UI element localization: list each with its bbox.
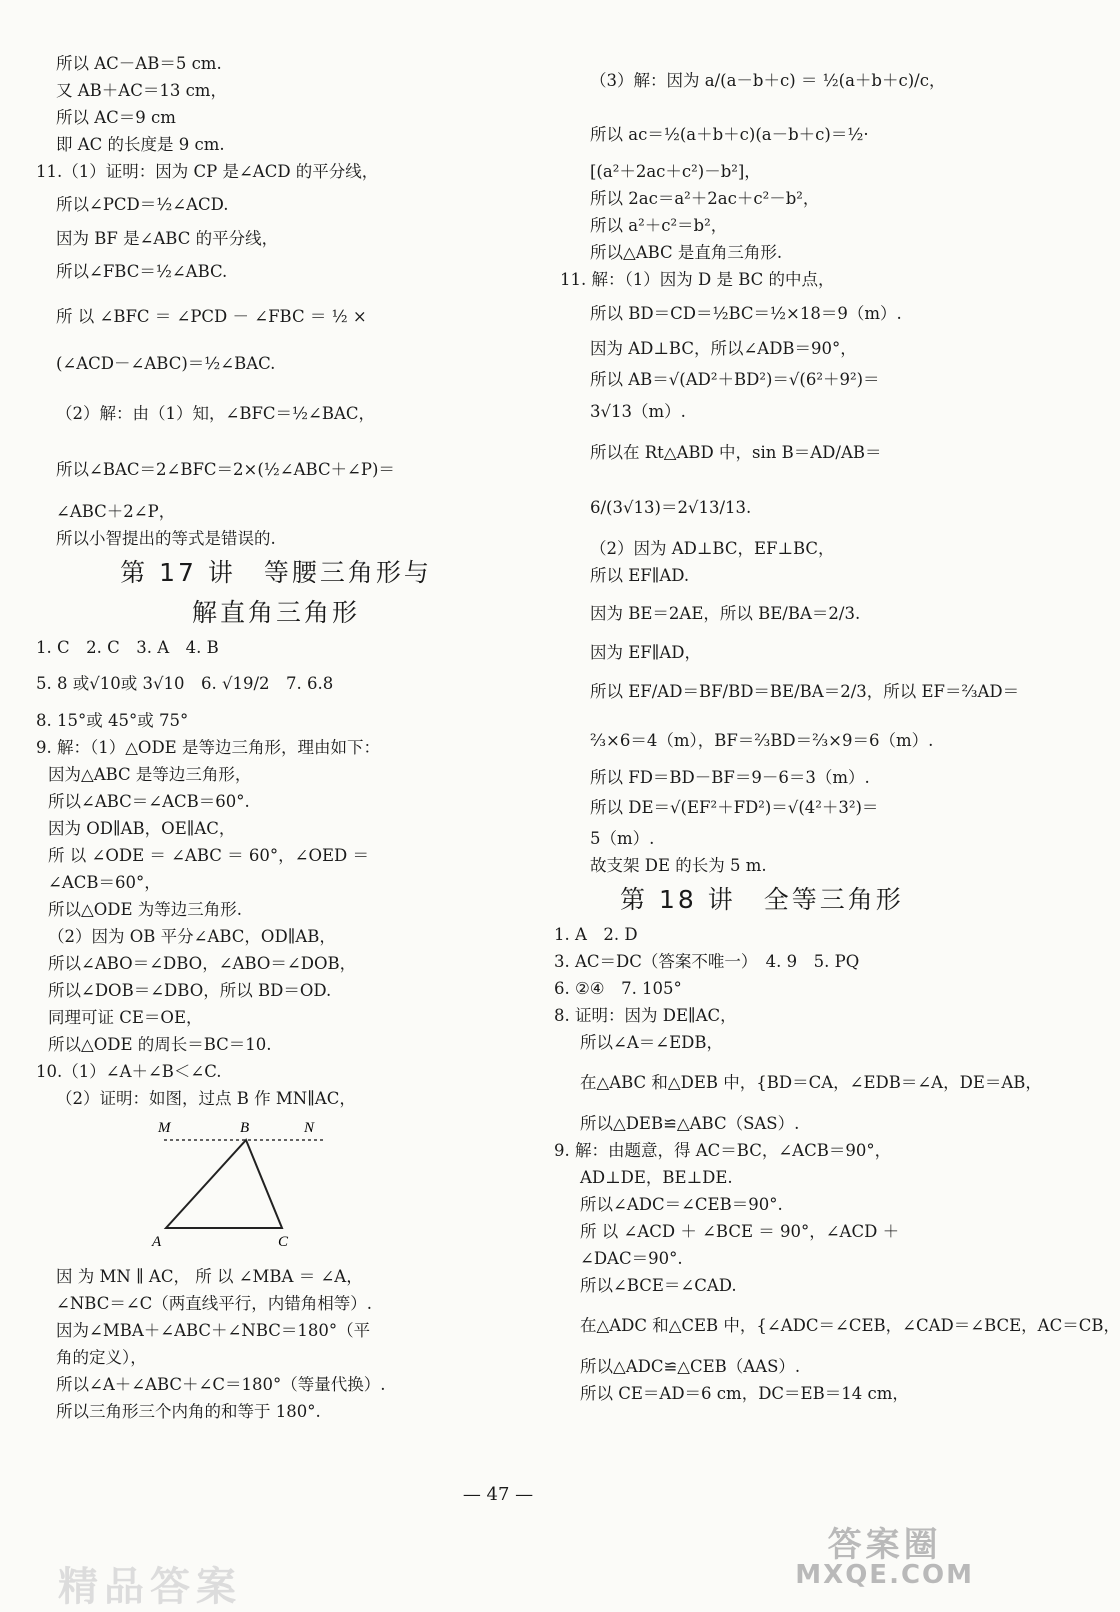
- text-line: ⅔×6＝4（m），BF＝⅔BD＝⅔×9＝6（m）.: [590, 731, 934, 750]
- text-line: 8. 15°或 45°或 75°: [36, 711, 189, 730]
- text-line: 因为 OD∥AB，OE∥AC，: [48, 819, 236, 838]
- text-line: AD⊥DE，BE⊥DE.: [580, 1168, 733, 1187]
- text-line: 所以∠A＋∠ABC＋∠C＝180°（等量代换）.: [56, 1375, 386, 1394]
- text-line: ∠DAC＝90°.: [580, 1249, 683, 1268]
- text-line: 因为∠MBA＋∠ABC＋∠NBC＝180°（平: [56, 1321, 371, 1340]
- text-line: 所以 2ac＝a²＋2ac＋c²－b²，: [590, 189, 820, 208]
- watermark-logo: 精品答案: [58, 1564, 242, 1610]
- text-line: 所以 a²＋c²＝b²，: [590, 216, 728, 235]
- text-line: 所以△ABC 是直角三角形.: [590, 243, 783, 262]
- text-line: 9. 解：由题意，得 AC＝BC，∠ACB＝90°，: [554, 1141, 892, 1160]
- right-column: [554, 50, 1120, 1407]
- text-line: 所以∠BCE＝∠CAD.: [580, 1276, 737, 1295]
- text-line: 故支架 DE 的长为 5 m.: [590, 856, 767, 875]
- text-line: 所以 EF/AD＝BF/BD＝BE/BA＝2/3，所以 EF＝⅔AD＝: [590, 682, 1020, 701]
- text-line: 角的定义），: [56, 1348, 147, 1367]
- text-line: 10.（1）∠A＋∠B＜∠C.: [36, 1062, 222, 1081]
- text-line: 因为△ABC 是等边三角形，: [48, 765, 252, 784]
- text-line: 所 以 ∠ACD ＋ ∠BCE ＝ 90°，∠ACD ＋: [580, 1222, 900, 1241]
- left-column: [36, 50, 496, 1425]
- text-line: 所以 CE＝AD＝6 cm，DC＝EB＝14 cm，: [580, 1384, 909, 1403]
- text-line: ∠ABC＋2∠P，: [56, 502, 176, 521]
- text-line: 所以 EF∥AD.: [590, 566, 690, 585]
- text-line: 所以 DE＝√(EF²＋FD²)＝√(4²＋3²)＝: [590, 798, 879, 817]
- section-title-18: 第 18 讲 全等三角形: [620, 885, 904, 914]
- text-line: 所以小智提出的等式是错误的.: [56, 529, 276, 548]
- text-line: 所以△ODE 为等边三角形.: [48, 900, 242, 919]
- triangle-abc: [166, 1140, 282, 1228]
- watermark-line2: MXQE.COM: [795, 1560, 974, 1590]
- text-line: 6/(3√13)＝2√13/13.: [590, 498, 752, 517]
- label-a: A: [152, 1234, 162, 1250]
- text-line: 1. C 2. C 3. A 4. B: [36, 638, 219, 657]
- text-line: 即 AC 的长度是 9 cm.: [56, 135, 225, 154]
- text-line: 所以∠ADC＝∠CEB＝90°.: [580, 1195, 783, 1214]
- watermark: [795, 1525, 974, 1590]
- text-line: 所以 AB＝√(AD²＋BD²)＝√(6²＋9²)＝: [590, 370, 880, 389]
- text-line: 因为 BF 是∠ABC 的平分线，: [56, 229, 279, 248]
- label-b: B: [240, 1120, 250, 1136]
- text-line: 5（m）.: [590, 829, 655, 848]
- text-line: 所以△DEB≌△ABC（SAS）.: [580, 1114, 800, 1133]
- text-line: 所以∠FBC＝½∠ABC.: [56, 262, 228, 281]
- text-line: 所以在 Rt△ABD 中，sin B＝AD/AB＝: [590, 443, 882, 462]
- watermark-line1: 答案圈: [827, 1525, 942, 1565]
- triangle-figure: [126, 1118, 346, 1253]
- text-line: 因 为 MN ∥ AC， 所 以 ∠MBA ＝ ∠A，: [56, 1267, 363, 1286]
- section-title-17-line1: 第 17 讲 等腰三角形与: [120, 558, 432, 587]
- label-n: N: [304, 1120, 315, 1136]
- text-line: (∠ACD－∠ABC)＝½∠BAC.: [56, 354, 276, 373]
- page-number: — 47 —: [462, 1484, 534, 1505]
- text-line: 3. AC＝DC（答案不唯一） 4. 9 5. PQ: [554, 952, 860, 971]
- text-line: 所 以 ∠ODE ＝ ∠ABC ＝ 60°，∠OED ＝: [48, 846, 370, 865]
- text-line: 所以△ADC≌△CEB（AAS）.: [580, 1357, 801, 1376]
- text-line: （3）解：因为 a/(a－b＋c) ＝ ½(a＋b＋c)/c，: [590, 71, 946, 90]
- text-line: 因为 BE＝2AE，所以 BE/BA＝2/3.: [590, 604, 861, 623]
- text-line: [(a²＋2ac＋c²)－b²]，: [590, 162, 761, 181]
- text-line: 在△ABC 和△DEB 中，{BD＝CA，∠EDB＝∠A，DE＝AB，: [580, 1073, 1042, 1092]
- text-line: 所以∠ABO＝∠DBO，∠ABO＝∠DOB，: [48, 954, 357, 973]
- text-line: 6. ②④ 7. 105°: [554, 979, 682, 998]
- text-line: 所以∠PCD＝½∠ACD.: [56, 195, 229, 214]
- text-line: 5. 8 或√10或 3√10 6. √19/2 7. 6.8: [36, 674, 334, 693]
- text-line: 所以∠BAC＝2∠BFC＝2×(½∠ABC＋∠P)＝: [56, 460, 395, 479]
- text-line: 所以 FD＝BD－BF＝9－6＝3（m）.: [590, 768, 870, 787]
- label-m: M: [158, 1120, 171, 1136]
- text-line: 所以 ac＝½(a＋b＋c)(a－b＋c)＝½·: [590, 125, 869, 144]
- text-line: 所以三角形三个内角的和等于 180°.: [56, 1402, 321, 1421]
- text-line: 1. A 2. D: [554, 925, 638, 944]
- text-line: 所以 AC－AB＝5 cm.: [56, 54, 222, 73]
- text-line: 所以△ODE 的周长＝BC＝10.: [48, 1035, 272, 1054]
- text-line: 11.（1）证明：因为 CP 是∠ACD 的平分线，: [36, 162, 379, 181]
- text-line: 因为 EF∥AD，: [590, 643, 702, 662]
- text-line: （2）解：由（1）知，∠BFC＝½∠BAC，: [56, 404, 376, 423]
- text-line: ∠ACB＝60°，: [48, 873, 161, 892]
- text-line: 因为 AD⊥BC，所以∠ADB＝90°，: [590, 339, 857, 358]
- text-line: 所以∠ABC＝∠ACB＝60°.: [48, 792, 250, 811]
- text-line: （2）因为 AD⊥BC，EF⊥BC，: [590, 539, 835, 558]
- text-line: 所以∠A＝∠EDB，: [580, 1033, 723, 1052]
- text-line: 在△ADC 和△CEB 中，{∠ADC＝∠CEB，∠CAD＝∠BCE，AC＝CB，: [580, 1316, 1120, 1335]
- text-line: 所以 AC＝9 cm: [56, 108, 176, 127]
- text-line: 所以 BD＝CD＝½BC＝½×18＝9（m）.: [590, 304, 902, 323]
- text-line: ∠NBC＝∠C（两直线平行，内错角相等）.: [56, 1294, 373, 1313]
- text-line: （2）因为 OB 平分∠ABC，OD∥AB，: [48, 927, 336, 946]
- section-title-17-line2: 解直角三角形: [191, 598, 360, 627]
- text-line: 3√13（m）.: [590, 402, 686, 421]
- text-line: 所 以 ∠BFC ＝ ∠PCD － ∠FBC ＝ ½ ×: [56, 307, 367, 326]
- text-line: 同理可证 CE＝OE，: [48, 1008, 203, 1027]
- text-line: 11. 解：（1）因为 D 是 BC 的中点，: [560, 270, 835, 289]
- text-line: 所以∠DOB＝∠DBO，所以 BD＝OD.: [48, 981, 332, 1000]
- text-line: 又 AB＋AC＝13 cm，: [56, 81, 227, 100]
- label-c: C: [278, 1234, 289, 1250]
- text-line: （2）证明：如图，过点 B 作 MN∥AC，: [56, 1089, 356, 1108]
- text-line: 8. 证明：因为 DE∥AC，: [554, 1006, 737, 1025]
- text-line: 9. 解：（1）△ODE 是等边三角形，理由如下：: [36, 738, 380, 757]
